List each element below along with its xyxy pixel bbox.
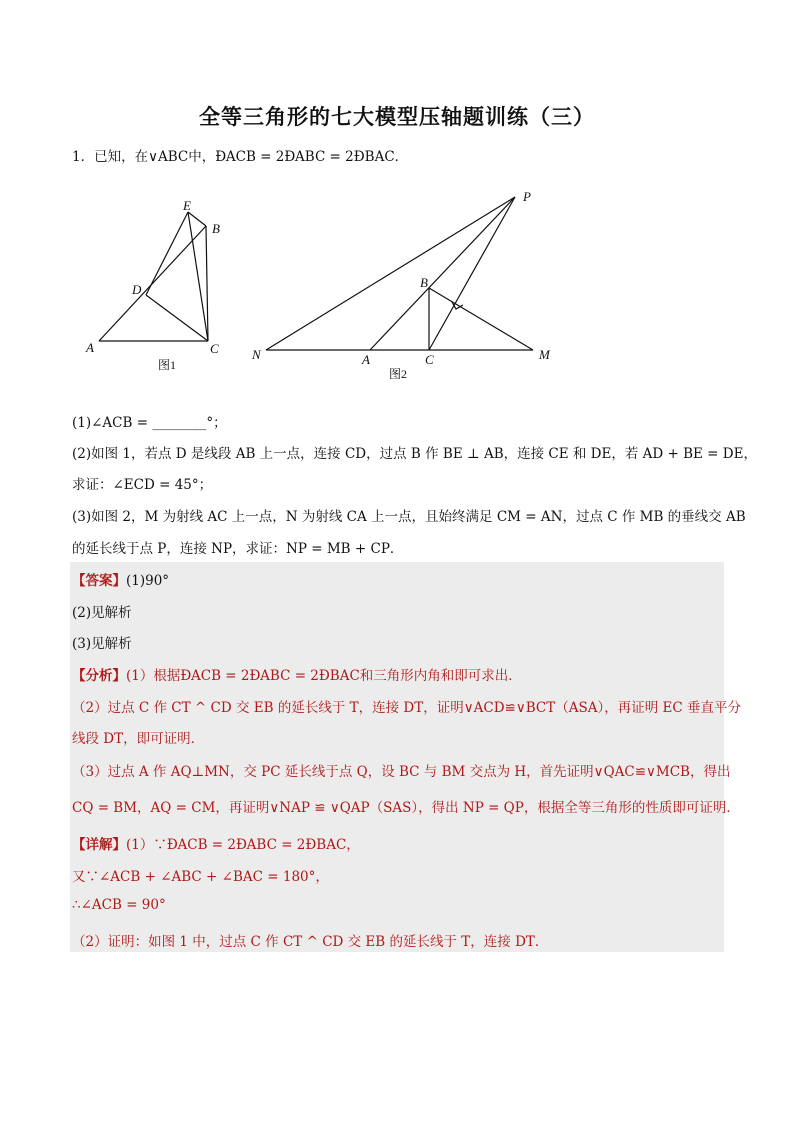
- segment-BM: [429, 288, 533, 350]
- answer-1: [72, 569, 169, 589]
- segment-EC: [188, 212, 208, 341]
- label-P: P: [523, 189, 531, 204]
- analysis-1: [72, 664, 522, 684]
- detail-tag: 【详解】: [72, 837, 126, 853]
- answer-2: (2)见解析: [72, 605, 132, 621]
- label-B: B: [420, 275, 428, 290]
- page-title: 全等三角形的七大模型压轴题训练（三）: [199, 105, 595, 129]
- detail-2: 又∵∠ACB + ∠ABC + ∠BAC = 180°，: [72, 869, 329, 885]
- segment-BC: [206, 226, 208, 341]
- detail-4: （2）证明：如图 1 中，过点 C 作 CT ^ CD 交 EB 的延长线于 T，连接 DT．: [72, 934, 549, 950]
- answer-3: (3)见解析: [72, 636, 132, 652]
- label-C: C: [425, 352, 434, 367]
- segment-AB: [99, 226, 206, 341]
- figure-2: [245, 180, 565, 380]
- label-E: E: [183, 198, 191, 213]
- label-D: D: [132, 282, 142, 297]
- analysis-tag: 【分析】: [72, 668, 126, 684]
- analysis-3-line-2: CQ = BM，AQ = CM，再证明∨NAP ≌ ∨QAP（SAS），得出 NP = QP，根据全等三角形的性质即可证明．: [72, 800, 740, 816]
- question-2-line-1: (2)如图 1，若点 D 是线段 AB 上一点，连接 CD，过点 B 作 BE ⊥ AB，连接 CE 和 DE，若 AD + BE = DE，: [72, 446, 757, 462]
- label-A: A: [362, 352, 370, 367]
- segment-BE: [188, 212, 206, 226]
- analysis-1-text: (1）根据ÐACB = 2ÐABC = 2ÐBAC和三角形内角和即可求出．: [126, 668, 522, 684]
- answer-tag: 【答案】: [72, 573, 126, 589]
- label-B: B: [212, 221, 220, 236]
- analysis-2-line-2: 线段 DT，即可证明．: [72, 731, 205, 747]
- segment-DC: [146, 295, 208, 341]
- figure-1: [60, 180, 240, 380]
- question-3-line-2: 的延长线于点 P，连接 NP，求证：NP = MB + CP．: [72, 541, 404, 557]
- detail-3: ∴∠ACB = 90°: [72, 897, 166, 913]
- problem-intro: 1．已知，在∨ABC中，ÐACB = 2ÐABC = 2ÐBAC．: [72, 149, 409, 165]
- label-A: A: [86, 340, 94, 355]
- detail-1-text: (1）∵ÐACB = 2ÐABC = 2ÐBAC，: [126, 837, 360, 853]
- figure-2-caption: 图2: [389, 367, 408, 380]
- label-N: N: [252, 347, 261, 362]
- segment-DE: [146, 212, 188, 295]
- analysis-2-line-1: （2）过点 C 作 CT ^ CD 交 EB 的延长线于 T，连接 DT，证明∨ACD≌∨BCT（ASA），再证明 EC 垂直平分: [72, 700, 741, 716]
- detail-1: [72, 833, 360, 853]
- segment-NP: [266, 197, 515, 350]
- analysis-3-line-1: （3）过点 A 作 AQ⊥MN，交 PC 延长线于点 Q，设 BC 与 BM 交点为 H，首先证明∨QAC≌∨MCB，得出: [72, 764, 731, 780]
- question-1: (1)∠ACB = ________°；: [72, 415, 227, 431]
- question-3-line-1: (3)如图 2，M 为射线 AC 上一点，N 为射线 CA 上一点，且始终满足 CM = AN，过点 C 作 MB 的垂线交 AB: [72, 509, 746, 525]
- question-2-line-2: 求证：∠ECD = 45°；: [72, 477, 213, 493]
- label-C: C: [210, 341, 219, 356]
- label-M: M: [539, 347, 550, 362]
- answer-1-text: (1)90°: [126, 573, 170, 589]
- solution-panel: [70, 562, 724, 952]
- figure-1-caption: 图1: [158, 358, 177, 372]
